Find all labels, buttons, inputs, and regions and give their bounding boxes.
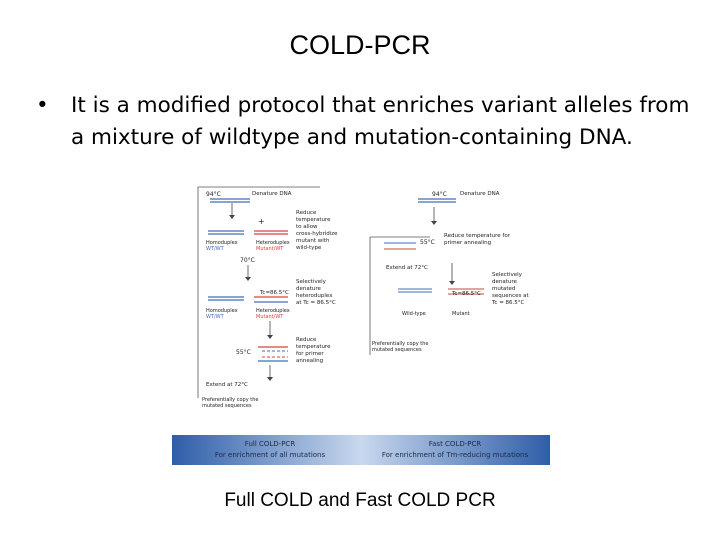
- step-note: Reduce temperature for primer annealing: [444, 233, 510, 246]
- fast-cold-pcr-panel: [370, 191, 530, 355]
- result-note: Preferentially copy the mutated sequences: [202, 397, 259, 409]
- temp-label: 94°C: [432, 191, 447, 198]
- temp-label: 70°C: [240, 257, 255, 264]
- banner-fast-title: Fast COLD-PCR: [428, 440, 482, 448]
- tc-label: Tc=86.5°C: [452, 291, 481, 297]
- bullet-dot: •: [36, 93, 49, 118]
- step-note: Reduce temperature for primer annealing: [296, 337, 331, 364]
- method-banner: [172, 435, 550, 465]
- mutant-label: Mutant: [452, 311, 470, 317]
- banner-full-subtitle: For enrichment of all mutations: [214, 451, 326, 459]
- banner-full-title: Full COLD-PCR: [244, 440, 296, 448]
- heteroduplex-label: Heteroduplex Mutant/WT: [256, 308, 290, 320]
- bullet-point: [36, 90, 706, 154]
- step-label: Denature DNA: [460, 191, 500, 197]
- homoduplex-label: Homoduplex WT/WT: [206, 308, 238, 320]
- step-note: Selectively denature mutated sequences at Tc = 86.5°C: [492, 272, 529, 306]
- cold-pcr-figure: [170, 183, 550, 465]
- banner-fast-subtitle: For enrichment of Tm-reducing mutations: [381, 451, 529, 459]
- temp-label: 55°C: [420, 239, 435, 246]
- banner-background: [172, 435, 550, 465]
- step-note: Selectively denature heteroduplex at Tc = 86.5°C: [296, 279, 336, 306]
- slide-title: COLD-PCR: [289, 30, 431, 60]
- temp-label: 94°C: [206, 191, 221, 198]
- wild-type-label: Wild-type: [402, 311, 426, 317]
- step-label: Denature DNA: [252, 191, 292, 197]
- heteroduplex-label: Heteroduplex Mutant/WT: [256, 240, 290, 252]
- step-label: Extend at 72°C: [206, 382, 248, 388]
- bullet-text: It is a modified protocol that enriches variant alleles from a mixture of wildtype and mutation-containing DNA.: [71, 93, 690, 150]
- temp-label: 55°C: [236, 349, 251, 356]
- homoduplex-label: Homoduplex WT/WT: [206, 240, 238, 252]
- figure-caption: Full COLD and Fast COLD PCR: [224, 490, 496, 511]
- step-note: Reduce temperature to allow cross-hybridize mutant with wild-type: [296, 210, 338, 251]
- full-cold-pcr-panel: [198, 187, 339, 409]
- result-note: Preferentially copy the mutated sequences: [372, 341, 429, 353]
- step-label: Extend at 72°C: [386, 265, 428, 271]
- tc-label: Tc=86.5°C: [260, 290, 289, 296]
- plus-icon: +: [258, 217, 265, 226]
